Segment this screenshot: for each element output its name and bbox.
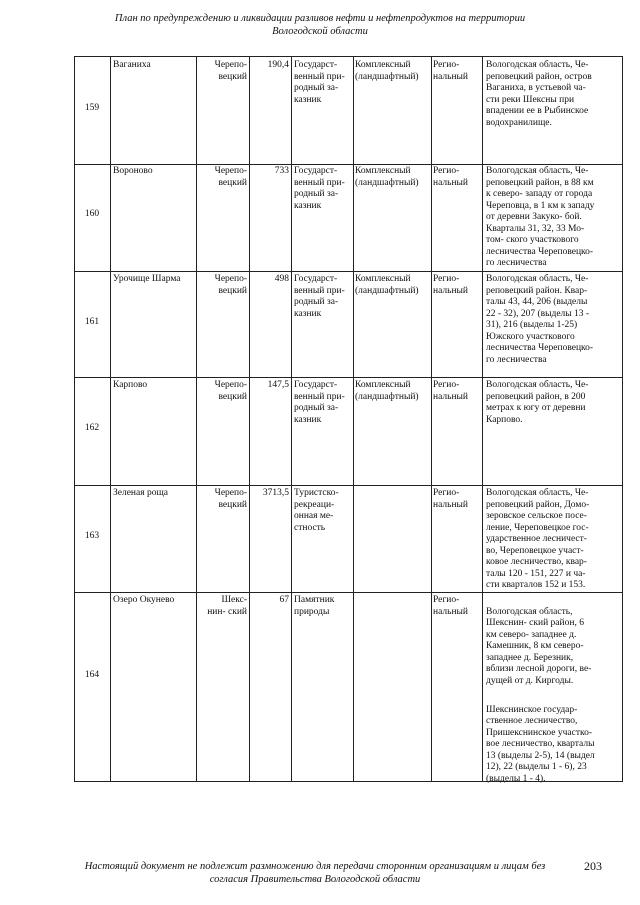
row-number: 161: [84, 317, 100, 327]
significance: Регио- нальный: [433, 380, 469, 402]
category: Государст- венный при- родный за- казник: [294, 380, 345, 425]
location: [486, 595, 618, 803]
row-number: 162: [84, 423, 100, 433]
table-border: [291, 56, 292, 781]
area-value: 3713,5: [262, 488, 289, 498]
table-border: [249, 56, 250, 781]
area-value: 67: [279, 595, 289, 605]
category: Государст- венный при- родный за- казник: [294, 274, 345, 319]
significance: Регио- нальный: [433, 488, 469, 510]
header-line-1: План по предупреждению и ликвидации разливов нефти и нефтепродуктов на территории: [114, 13, 526, 24]
document-footer: [80, 860, 550, 886]
location-paragraph: Вологодская область, Че- реповецкий район. Квар- талы 43, 44, 206 (выделы 22 - 32), 207 (выделы 13 - 31), 216 (выделы 1-25) Южского участкового лесничества Череповецко- го лесничества: [486, 274, 594, 365]
significance: Регио- нальный: [433, 595, 469, 617]
table-row: [74, 485, 623, 593]
area-value: 733: [274, 166, 289, 176]
table-border: [74, 56, 75, 781]
table-border: [353, 56, 354, 781]
district: Черепо- вецкий: [214, 166, 247, 188]
table-row: [74, 163, 623, 272]
table-border: [482, 56, 483, 781]
profile: Комплексный (ландшафтный): [355, 166, 419, 188]
table-row: [74, 271, 623, 378]
row-number: 163: [84, 531, 100, 541]
location-paragraph: Вологодская область, Шекснин- ский район, 6 км северо- западнее д. Камешник, 8 км северо- западнее д. Березник, вблизи лесной дороги, ве- дущей от д. Киргоды.: [486, 606, 592, 686]
area-name: Ваганиха: [113, 60, 151, 70]
significance: Регио- нальный: [433, 60, 469, 82]
footer-line-2: согласия Правительства Вологодской области: [209, 874, 421, 885]
row-number: 160: [84, 209, 100, 219]
category: Государст- венный при- родный за- казник: [294, 60, 345, 105]
table-border: [196, 56, 197, 781]
significance: Регио- нальный: [433, 166, 469, 188]
district: Черепо- вецкий: [214, 488, 247, 510]
footer-line-1: Настоящий документ не подлежит размножению для передачи сторонним организациям и лицам без: [84, 861, 546, 872]
table-row: [74, 377, 623, 486]
location-paragraph: Вологодская область, Че- реповецкий район, в 200 метрах к югу от деревни Карпово.: [486, 380, 589, 425]
row-number: 159: [84, 103, 100, 113]
profile: Комплексный (ландшафтный): [355, 380, 419, 402]
location: [486, 380, 618, 432]
area-name: Карпово: [113, 380, 148, 390]
area-value: 147,5: [267, 380, 289, 390]
category: Государст- венный при- родный за- казник: [294, 166, 345, 211]
district: Черепо- вецкий: [214, 60, 247, 82]
location: [486, 60, 618, 135]
area-name: Урочище Шарма: [113, 274, 181, 284]
area-value: 498: [274, 274, 289, 284]
profile: Комплексный (ландшафтный): [355, 274, 419, 296]
location-paragraph: Шекснинское государ- ственное лесничество, Пришекснинское участко- вое лесничество, кварталы 13 (выделы 2-5), 14 (выдел 12), 22 (выделы 1 - 6), 23 (выделы 1 - 4).: [486, 704, 595, 784]
location: [486, 274, 618, 372]
significance: Регио- нальный: [433, 274, 469, 296]
location-paragraph: Вологодская область, Че- реповецкий район, в 88 км к северо- западу от города Череповца, в 1 км к западу от деревни Закуко- бой. Кварталы 31, 32, 33 Мо- том- ского участкового лесничества Череповецко- го лесничества: [486, 166, 595, 268]
district: Черепо- вецкий: [214, 274, 247, 296]
location: [486, 166, 618, 276]
area-value: 190,4: [267, 60, 289, 70]
area-name: Вороново: [113, 166, 153, 176]
location-paragraph: Вологодская область, Че- реповецкий район, Домо- зеровское сельское посе- ление, Череповецкое гос- ударственное лесничест- во, Череповецкое участ- ковое лесничество, квар- талы 120 - 151, 227 и ча- сти кварталов 152 и 153.: [486, 488, 590, 590]
area-name: Зеленая роща: [113, 488, 169, 498]
header-line-2: Вологодской области: [272, 26, 368, 37]
table-row: [74, 592, 623, 782]
table-border: [110, 56, 111, 781]
district: Шекс- нин- ский: [207, 595, 247, 617]
profile: Комплексный (ландшафтный): [355, 60, 419, 82]
table-row: [74, 56, 623, 165]
category: Памятник природы: [294, 595, 335, 617]
page-number: 203: [584, 859, 602, 873]
row-number: 164: [84, 670, 100, 680]
location-paragraph: Вологодская область, Че- реповецкий район, остров Ваганиха, в устьевой ча- сти реки Шексны при впадении ее в Рыбинское водохранилище.: [486, 60, 592, 128]
table-border: [622, 56, 623, 781]
table-border: [431, 56, 432, 781]
district: Черепо- вецкий: [214, 380, 247, 402]
area-name: Озеро Окунево: [113, 595, 175, 605]
category: Туристско- рекреаци- онная ме- стность: [294, 488, 339, 533]
document-header: [60, 12, 580, 38]
location: [486, 488, 618, 598]
